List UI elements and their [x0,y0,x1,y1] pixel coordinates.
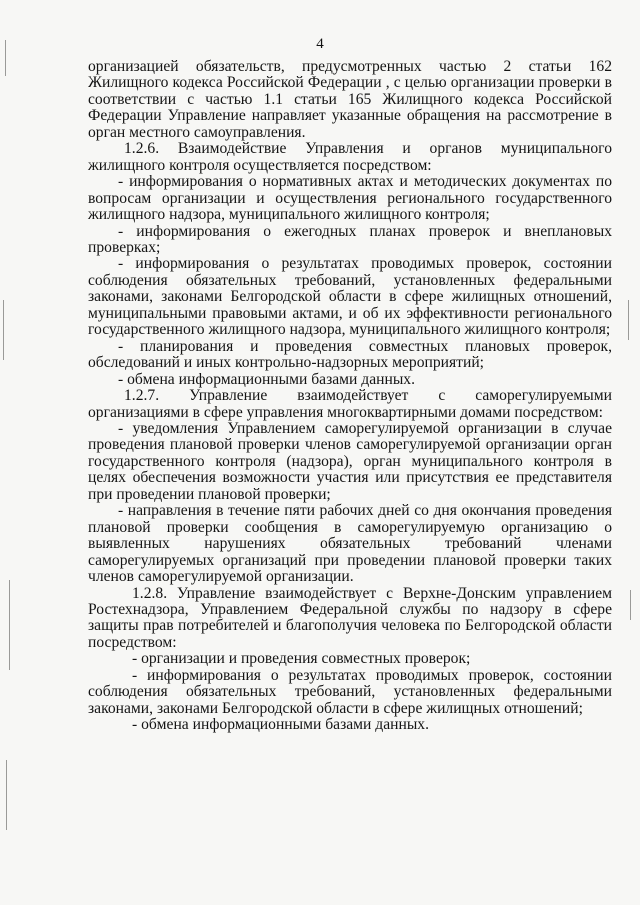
scan-edge-mark [6,760,7,830]
paragraph-1-2-6: 1.2.6. Взаимодействие Управления и органов муниципального жилищного контроля осуществляется посредством: [88,140,612,174]
list-item: - обмена информационными базами данных. [132,716,429,734]
list-item: - информирования о ежегодных планах проверок и внеплановых проверках; [88,222,612,256]
scan-edge-mark [3,300,4,360]
page-number: 4 [316,36,324,52]
document-body [88,59,612,734]
list-item: - информирования о нормативных актах и методических документах по вопросам организации и осуществления регионального государственного жилищного надзора, муниципального жилищного контроля; [88,173,612,224]
list-item: - планирования и проведения совместных плановых проверок, обследований и иных контрольно-надзорных мероприятий; [88,337,612,372]
paragraph-1-2-7: 1.2.7. Управление взаимодействует с саморегулируемыми организациями в сфере управления многоквартирными домами посредством: [88,387,612,421]
scan-edge-mark [630,590,631,620]
paragraph-continuation: организацией обязательств, предусмотренных частью 2 статьи 162 Жилищного кодекса Российской Федерации , с целью организации проверки в соответствии с частью 1.1 статьи 165 Жилищного кодекса Российской Федерации Управление направляет указанные обращения на рассмотрение в орган местного самоуправления. [88,58,612,141]
list-item: - направления в течение пяти рабочих дней со дня окончания проведения плановой проверки сообщения в саморегулируемую организацию о выявленных нарушениях обязательных требований членами саморегулируемых организаций при проведении плановой проверки таких членов саморегулируемой организации. [88,502,612,586]
list-item: - информирования о результатах проводимых проверок, состоянии соблюдения обязательных требований, установленных федеральными законами, законами Белгородской области в сфере жилищных отношений, муниципальными правовыми актами, и об их эффективности регионального государственного жилищного надзора, муниципального жилищного контроля; [88,255,612,339]
list-item: - обмена информационными базами данных. [118,370,415,388]
paragraph-1-2-8: 1.2.8. Управление взаимодействует с Верхне-Донским управлением Ростехнадзора, Управлением Федеральной службы по надзору в сфере защиты прав потребителей и благополучия человека по Белгородской области посредством: [88,584,612,651]
list-item: - информирования о результатах проводимых проверок, состоянии соблюдения обязательных требований, установленных федеральными законами, законами Белгородской области в сфере жилищных отношений; [88,666,612,717]
scan-edge-mark [9,580,10,670]
list-item: - уведомления Управлением саморегулируемой организации в случае проведения плановой проверки членов саморегулируемой организации орган государственного контроля (надзора), орган муниципального контроля в целях обеспечения возможности участия или присутствия ее представителя при проведении плановой проверки; [88,419,612,503]
scan-edge-mark [628,300,629,340]
list-item: - организации и проведения совместных проверок; [132,650,471,668]
